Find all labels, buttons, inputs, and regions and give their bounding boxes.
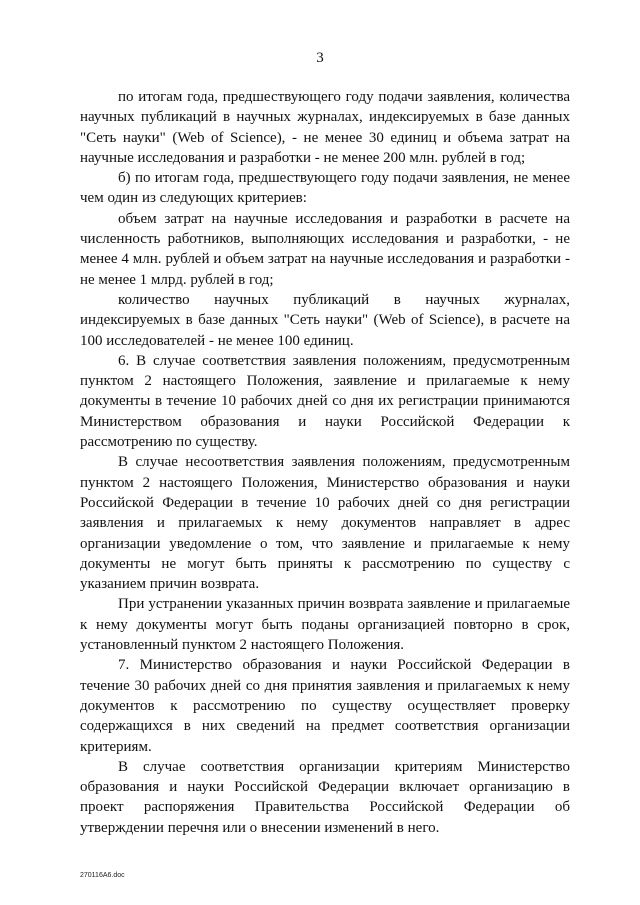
paragraph-item-7: 7. Министерство образования и науки Российской Федерации в течение 30 рабочих дней со дня принятия заявления и прилагаемых к нему документов к рассмотрению по существу осуществляет проверку содержащихся в них сведений на предмет соответствия организации критериям.: [80, 657, 570, 755]
document-body: [80, 87, 570, 838]
paragraph-publications-criterion: по итогам года, предшествующего году подачи заявления, количества научных публикаций в научных журналах, индексируемых в базе данных "Сеть науки" (Web of Science), - не менее 30 единиц и объема затрат на научные исследования и разработки - не менее 200 млн. рублей в год;: [80, 89, 570, 166]
paragraph-inclusion: В случае соответствия организации критериям Министерство образования и науки Российской Федерации включает организацию в проект распоряжения Правительства Российской Федерации об утверждении перечня или о внесении изменений в него.: [80, 758, 570, 836]
paragraph-item-6: 6. В случае соответствия заявления положениям, предусмотренным пунктом 2 настоящего Положения, заявление и прилагаемые к нему документы в течение 10 рабочих дней со дня их регистрации принимаются Министерством образования и науки Российской Федерации к рассмотрению по существу.: [80, 352, 570, 451]
page-number: 3: [316, 50, 324, 66]
document-file-code: 270116A6.doc: [80, 872, 125, 879]
paragraph-criterion-costs: объем затрат на научные исследования и разработки в расчете на численность работников, выполняющих исследования и разработки, - не менее 4 млн. рублей и объем затрат на научные исследования и разработки - не менее 1 млрд. рублей в год;: [80, 210, 570, 288]
paragraph-resubmission: При устранении указанных причин возврата заявление и прилагаемые к нему документы могут быть поданы организацией повторно в срок, установленный пунктом 2 настоящего Положения.: [80, 596, 570, 654]
paragraph-criterion-publications: количество научных публикаций в научных журналах, индексируемых в базе данных "Сеть науки" (Web of Science), в расчете на 100 исследователей - не менее 100 единиц.: [80, 291, 570, 349]
paragraph-nonconformity: В случае несоответствия заявления положениям, предусмотренным пунктом 2 настоящего Положения, Министерство образования и науки Российской Федерации в течение 10 рабочих дней со дня регистрации заявления и прилагаемых к нему документов направляет в адрес организации уведомление о том, что заявление и прилагаемые к нему документы не могут быть приняты к рассмотрению по существу с указанием причин возврата.: [80, 454, 570, 593]
paragraph-subitem-b: б) по итогам года, предшествующего году подачи заявления, не менее чем один из следующих критериев:: [80, 170, 570, 207]
